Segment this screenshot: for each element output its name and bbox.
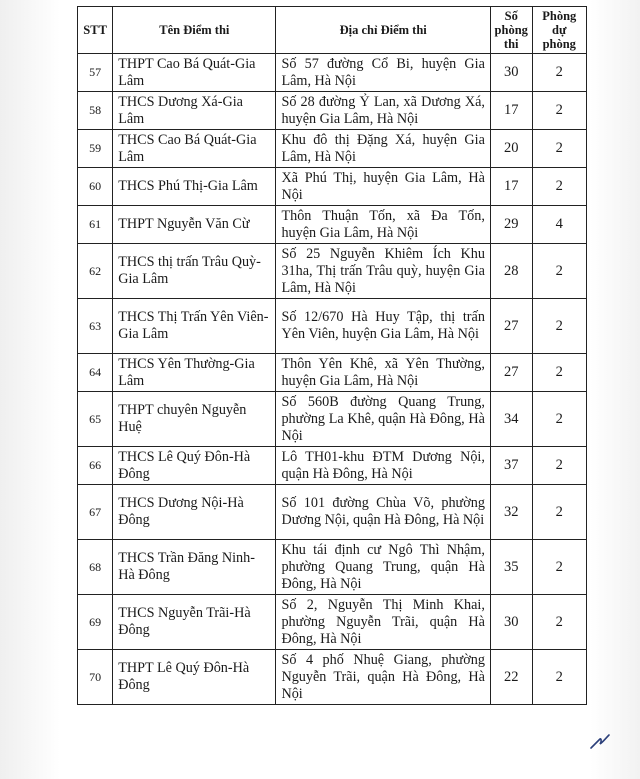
table-row xyxy=(78,206,587,244)
row-room-count: 30 xyxy=(490,595,532,650)
row-room-count: 20 xyxy=(490,130,532,168)
row-venue-address: Số 28 đường Ỷ Lan, xã Dương Xá, huyện Gia Lâm, Hà Nội xyxy=(276,92,490,130)
exam-venue-table xyxy=(77,6,587,705)
table-row xyxy=(78,447,587,485)
table-row xyxy=(78,54,587,92)
table-row xyxy=(78,650,587,705)
row-venue-address: Số 25 Nguyễn Khiêm Ích Khu 31ha, Thị trấn Trâu quỳ, huyện Gia Lâm, Hà Nội xyxy=(276,244,490,299)
row-venue-name: THPT Cao Bá Quát-Gia Lâm xyxy=(113,54,276,92)
header-row xyxy=(78,7,587,54)
row-spare-rooms: 2 xyxy=(532,92,586,130)
table-row xyxy=(78,392,587,447)
row-venue-name: THCS Nguyễn Trãi-Hà Đông xyxy=(113,595,276,650)
row-stt: 59 xyxy=(78,130,113,168)
row-room-count: 30 xyxy=(490,54,532,92)
row-spare-rooms: 2 xyxy=(532,392,586,447)
row-venue-address: Khu tái định cư Ngô Thì Nhậm, phường Quang Trung, quận Hà Đông, Hà Nội xyxy=(276,540,490,595)
row-stt: 65 xyxy=(78,392,113,447)
row-spare-rooms: 2 xyxy=(532,244,586,299)
row-stt: 66 xyxy=(78,447,113,485)
row-venue-name: THCS Lê Quý Đôn-Hà Đông xyxy=(113,447,276,485)
row-stt: 64 xyxy=(78,354,113,392)
row-spare-rooms: 2 xyxy=(532,299,586,354)
row-stt: 62 xyxy=(78,244,113,299)
table-row xyxy=(78,595,587,650)
row-room-count: 27 xyxy=(490,354,532,392)
row-stt: 60 xyxy=(78,168,113,206)
header-stt: STT xyxy=(78,7,113,54)
row-stt: 70 xyxy=(78,650,113,705)
row-venue-name: THPT Nguyễn Văn Cừ xyxy=(113,206,276,244)
row-spare-rooms: 2 xyxy=(532,540,586,595)
row-venue-name: THCS Dương Xá-Gia Lâm xyxy=(113,92,276,130)
row-spare-rooms: 2 xyxy=(532,485,586,540)
row-spare-rooms: 2 xyxy=(532,650,586,705)
table-row xyxy=(78,244,587,299)
row-stt: 58 xyxy=(78,92,113,130)
row-venue-address: Khu đô thị Đặng Xá, huyện Gia Lâm, Hà Nội xyxy=(276,130,490,168)
row-venue-address: Số 12/670 Hà Huy Tập, thị trấn Yên Viên, huyện Gia Lâm, Hà Nội xyxy=(276,299,490,354)
row-venue-address: Số 560B đường Quang Trung, phường La Khê, quận Hà Đông, Hà Nội xyxy=(276,392,490,447)
table-row xyxy=(78,540,587,595)
table-row xyxy=(78,354,587,392)
row-stt: 68 xyxy=(78,540,113,595)
row-venue-name: THCS Phú Thị-Gia Lâm xyxy=(113,168,276,206)
table-row xyxy=(78,92,587,130)
row-venue-address: Xã Phú Thị, huyện Gia Lâm, Hà Nội xyxy=(276,168,490,206)
row-venue-address: Thôn Yên Khê, xã Yên Thường, huyện Gia Lâm, Hà Nội xyxy=(276,354,490,392)
row-spare-rooms: 2 xyxy=(532,54,586,92)
header-venue-name: Tên Điểm thi xyxy=(113,7,276,54)
row-room-count: 17 xyxy=(490,92,532,130)
row-spare-rooms: 2 xyxy=(532,354,586,392)
row-stt: 63 xyxy=(78,299,113,354)
row-venue-address: Thôn Thuận Tốn, xã Đa Tốn, huyện Gia Lâm, Hà Nội xyxy=(276,206,490,244)
header-spare-rooms: Phòng dự phòng xyxy=(532,7,586,54)
row-room-count: 35 xyxy=(490,540,532,595)
row-room-count: 29 xyxy=(490,206,532,244)
row-venue-address: Lô TH01-khu ĐTM Dương Nội, quận Hà Đông, Hà Nội xyxy=(276,447,490,485)
row-stt: 61 xyxy=(78,206,113,244)
row-venue-name: THCS Yên Thường-Gia Lâm xyxy=(113,354,276,392)
table-body xyxy=(78,54,587,705)
row-venue-name: THPT chuyên Nguyễn Huệ xyxy=(113,392,276,447)
row-room-count: 37 xyxy=(490,447,532,485)
row-spare-rooms: 2 xyxy=(532,130,586,168)
table-row xyxy=(78,299,587,354)
row-spare-rooms: 2 xyxy=(532,168,586,206)
row-room-count: 17 xyxy=(490,168,532,206)
row-venue-name: THPT Lê Quý Đôn-Hà Đông xyxy=(113,650,276,705)
row-venue-name: THCS Thị Trấn Yên Viên-Gia Lâm xyxy=(113,299,276,354)
table-row xyxy=(78,130,587,168)
row-spare-rooms: 4 xyxy=(532,206,586,244)
row-venue-address: Số 4 phố Nhuệ Giang, phường Nguyễn Trãi, quận Hà Đông, Hà Nội xyxy=(276,650,490,705)
row-venue-address: Số 101 đường Chùa Võ, phường Dương Nội, quận Hà Đông, Hà Nội xyxy=(276,485,490,540)
row-room-count: 27 xyxy=(490,299,532,354)
table-row xyxy=(78,485,587,540)
pen-mark-icon xyxy=(589,733,611,751)
row-stt: 67 xyxy=(78,485,113,540)
row-room-count: 28 xyxy=(490,244,532,299)
row-spare-rooms: 2 xyxy=(532,595,586,650)
table-header xyxy=(78,7,587,54)
row-room-count: 22 xyxy=(490,650,532,705)
row-venue-name: THCS thị trấn Trâu Quỳ-Gia Lâm xyxy=(113,244,276,299)
row-venue-name: THCS Cao Bá Quát-Gia Lâm xyxy=(113,130,276,168)
row-spare-rooms: 2 xyxy=(532,447,586,485)
header-venue-address: Địa chỉ Điểm thi xyxy=(276,7,490,54)
row-venue-address: Số 57 đường Cổ Bi, huyện Gia Lâm, Hà Nội xyxy=(276,54,490,92)
row-room-count: 32 xyxy=(490,485,532,540)
header-room-count: Số phòng thi xyxy=(490,7,532,54)
row-venue-name: THCS Trần Đăng Ninh-Hà Đông xyxy=(113,540,276,595)
row-stt: 57 xyxy=(78,54,113,92)
row-venue-name: THCS Dương Nội-Hà Đông xyxy=(113,485,276,540)
table-row xyxy=(78,168,587,206)
row-stt: 69 xyxy=(78,595,113,650)
row-venue-address: Số 2, Nguyễn Thị Minh Khai, phường Nguyễn Trãi, quận Hà Đông, Hà Nội xyxy=(276,595,490,650)
row-room-count: 34 xyxy=(490,392,532,447)
